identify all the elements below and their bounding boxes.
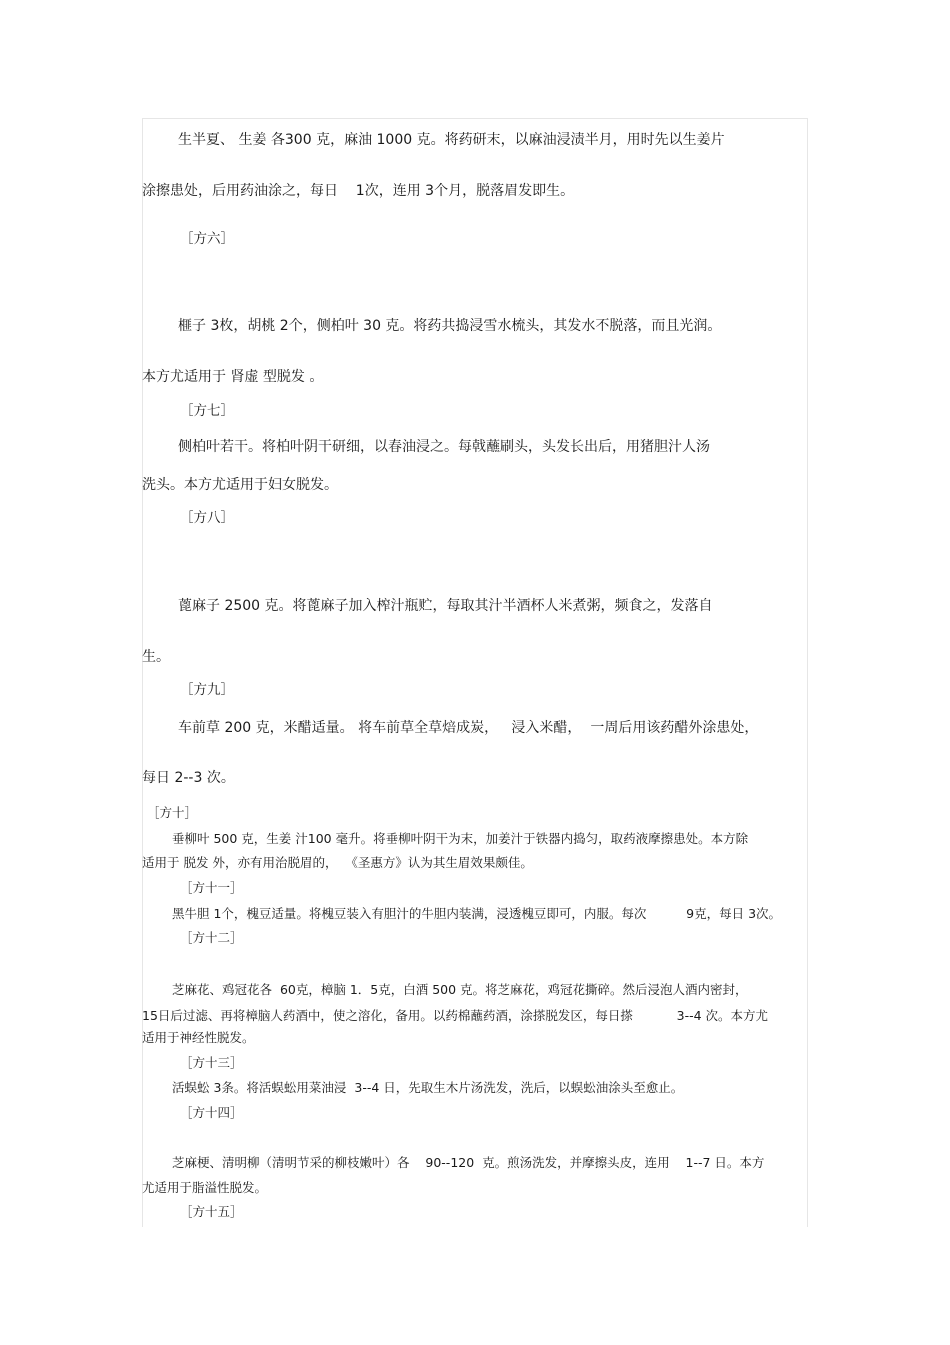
section-heading: ［方七］: [180, 403, 234, 419]
text-line: 生。: [142, 649, 170, 665]
text-line: 侧柏叶若干。将柏叶阴干研细，以春油浸之。每戟蘸刷头，头发长出后，用猪胆汁人汤: [178, 439, 710, 455]
section-heading: ［方六］: [180, 231, 234, 247]
section-heading: ［方十五］: [180, 1204, 243, 1219]
text-line: 蓖麻子 2500 克。将蓖麻子加入榨汁瓶贮，每取其汁半酒杯人米煮粥，频食之，发落自: [178, 598, 713, 614]
section-heading: ［方十四］: [180, 1105, 243, 1120]
section-heading: ［方十三］: [180, 1055, 243, 1070]
text-line: 榧子 3枚，胡桃 2个，侧柏叶 30 克。将药共捣浸雪水梳头，其发水不脱落，而且光润。: [178, 318, 722, 334]
text-line: 垂柳叶 500 克，生姜 汁100 毫升。将垂柳叶阴干为末，加姜汁于铁器内捣匀，取药液摩擦患处。本方除: [172, 831, 749, 846]
section-heading: ［方十二］: [180, 930, 243, 945]
text-line: 本方尤适用于 肾虚 型脱发 。: [142, 369, 324, 385]
section-heading: ［方十］: [147, 805, 198, 820]
section-heading: ［方九］: [180, 682, 234, 698]
text-line: 尤适用于脂溢性脱发。: [142, 1180, 268, 1195]
text-line: 生半夏、 生姜 各300 克，麻油 1000 克。将药研末，以麻油浸渍半月，用时先以生姜片: [178, 132, 725, 148]
text-line: 洗头。本方尤适用于妇女脱发。: [142, 477, 338, 493]
section-heading: ［方八］: [180, 510, 234, 526]
text-line: 黑牛胆 1个，槐豆适量。将槐豆装入有胆汁的牛胆内装满，浸透槐豆即可，内服。每次 9克，每日 3次。: [172, 906, 782, 921]
section-heading: ［方十一］: [180, 880, 243, 895]
text-line: 15日后过滤、再将樟脑人药酒中，使之溶化，备用。以药棉蘸药酒，涂搽脱发区，每日搽 3--4 次。本方尤: [142, 1008, 769, 1023]
text-line: 芝麻花、鸡冠花各 60克，樟脑 1．5克，白酒 500 克。将芝麻花，鸡冠花撕碎。然后浸泡人酒内密封，: [172, 982, 748, 997]
text-line: 芝麻梗、清明柳（清明节采的柳枝嫩叶）各 90--120 克。煎汤洗发，并摩擦头皮，连用 1--7 日。本方: [172, 1155, 765, 1170]
text-line: 每日 2--3 次。: [142, 770, 235, 786]
text-line: 涂擦患处，后用药油涂之，每日 1次，连用 3个月，脱落眉发即生。: [142, 183, 575, 199]
text-line: 适用于 脱发 外，亦有用治脱眉的， 《圣惠方》认为其生眉效果颇佳。: [142, 855, 533, 870]
text-line: 适用于神经性脱发。: [142, 1030, 255, 1045]
text-line: 车前草 200 克，米醋适量。 将车前草全草焙成炭， 浸入米醋， 一周后用该药醋外涂患处，: [178, 720, 759, 736]
text-line: 活蜈蚣 3条。将活蜈蚣用菜油浸 3--4 日，先取生木片汤洗发，洗后，以蜈蚣油涂头至愈止。: [172, 1080, 684, 1095]
